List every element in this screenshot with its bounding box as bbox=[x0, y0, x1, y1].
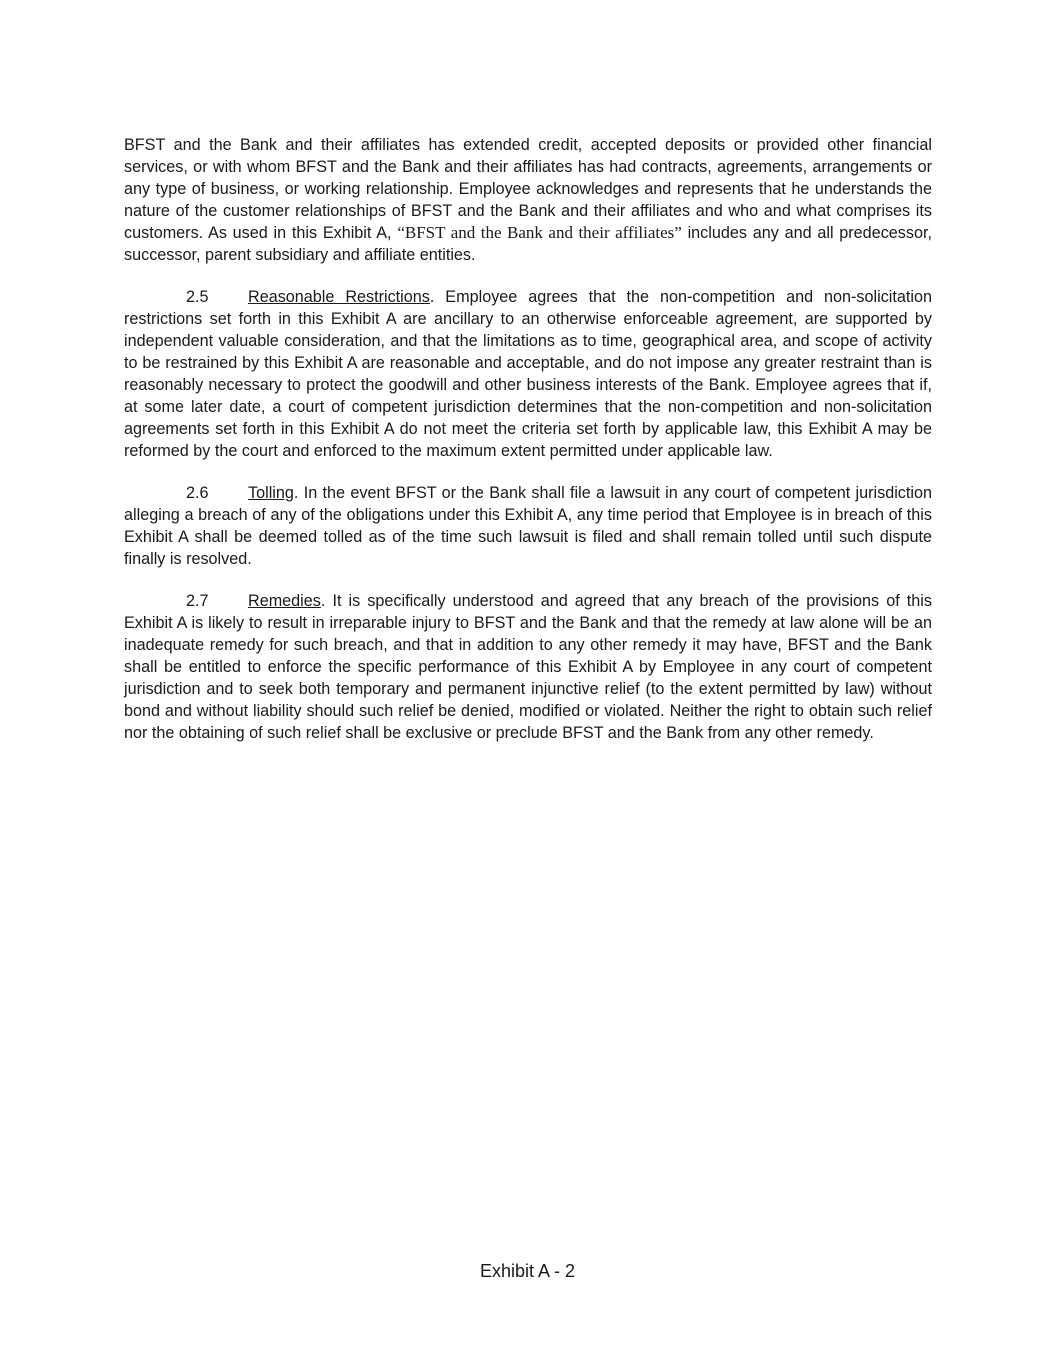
section-text: . Employee agrees that the non-competition and non-solicitation restrictions set forth in this Exhibit A are ancillary to an otherwise enforceable agreement, are supported by independent valuable consideration, and that the limitations as to time, geographical area, and scope of activity to be restrained by this Exhibit A are reasonable and acceptable, and do not impose any greater restraint than is reasonably necessary to protect the goodwill and other business interests of the Bank. Employee agrees that if, at some later date, a court of competent jurisdiction determines that the non-competition and non-solicitation agreements set forth in this Exhibit A do not meet the criteria set forth by applicable law, this Exhibit A may be reformed by the court and enforced to the maximum extent permitted under applicable law. bbox=[124, 288, 932, 460]
section-heading: Remedies bbox=[248, 592, 321, 610]
page-footer bbox=[0, 1260, 1055, 1282]
section-number: 2.5 bbox=[186, 288, 209, 306]
section-heading: Reasonable Restrictions bbox=[248, 288, 430, 306]
section-text: . In the event BFST or the Bank shall file a lawsuit in any court of competent jurisdiction alleging a breach of any of the obligations under this Exhibit A, any time period that Employee is in breach of this Exhibit A shall be deemed tolled as of the time such lawsuit is filed and shall remain tolled until such dispute finally is resolved. bbox=[124, 484, 932, 568]
document-page bbox=[124, 134, 932, 764]
defined-term: “BFST and the Bank and their affiliates” bbox=[397, 223, 682, 242]
paragraph-text: BFST and the Bank and their affiliates has extended credit, accepted deposits or provided other financial services, or with whom BFST and the Bank and their affiliates has had contracts, agreements, arrangements or any type of business, or working relationship. Employee acknowledges and represents that he understands the nature of the customer relationships of BFST and the Bank and their affiliates and who and what comprises its customers. As used in this Exhibit A, bbox=[124, 136, 932, 242]
section-text: . It is specifically understood and agreed that any breach of the provisions of this Exhibit A is likely to result in irreparable injury to BFST and the Bank and that the remedy at law alone will be an inadequate remedy for such breach, and that in addition to any other remedy it may have, BFST and the Bank shall be entitled to enforce the specific performance of this Exhibit A by Employee in any court of competent jurisdiction and to seek both temporary and permanent injunctive relief (to the extent permitted by law) without bond and without liability should such relief be denied, modified or violated. Neither the right to obtain such relief nor the obtaining of such relief shall be exclusive or preclude BFST and the Bank from any other remedy. bbox=[124, 592, 932, 742]
section-number: 2.7 bbox=[186, 592, 209, 610]
section-heading: Tolling bbox=[248, 484, 294, 502]
section-2-5 bbox=[124, 286, 932, 462]
section-number: 2.6 bbox=[186, 484, 209, 502]
section-2-7 bbox=[124, 590, 932, 744]
paragraph-text: includes any and all predecessor, successor, parent subsidiary and affiliate entities. bbox=[124, 224, 932, 264]
page-number-label: Exhibit A - 2 bbox=[479, 1261, 576, 1281]
section-2-6 bbox=[124, 482, 932, 570]
paragraph-continuation bbox=[124, 134, 932, 266]
